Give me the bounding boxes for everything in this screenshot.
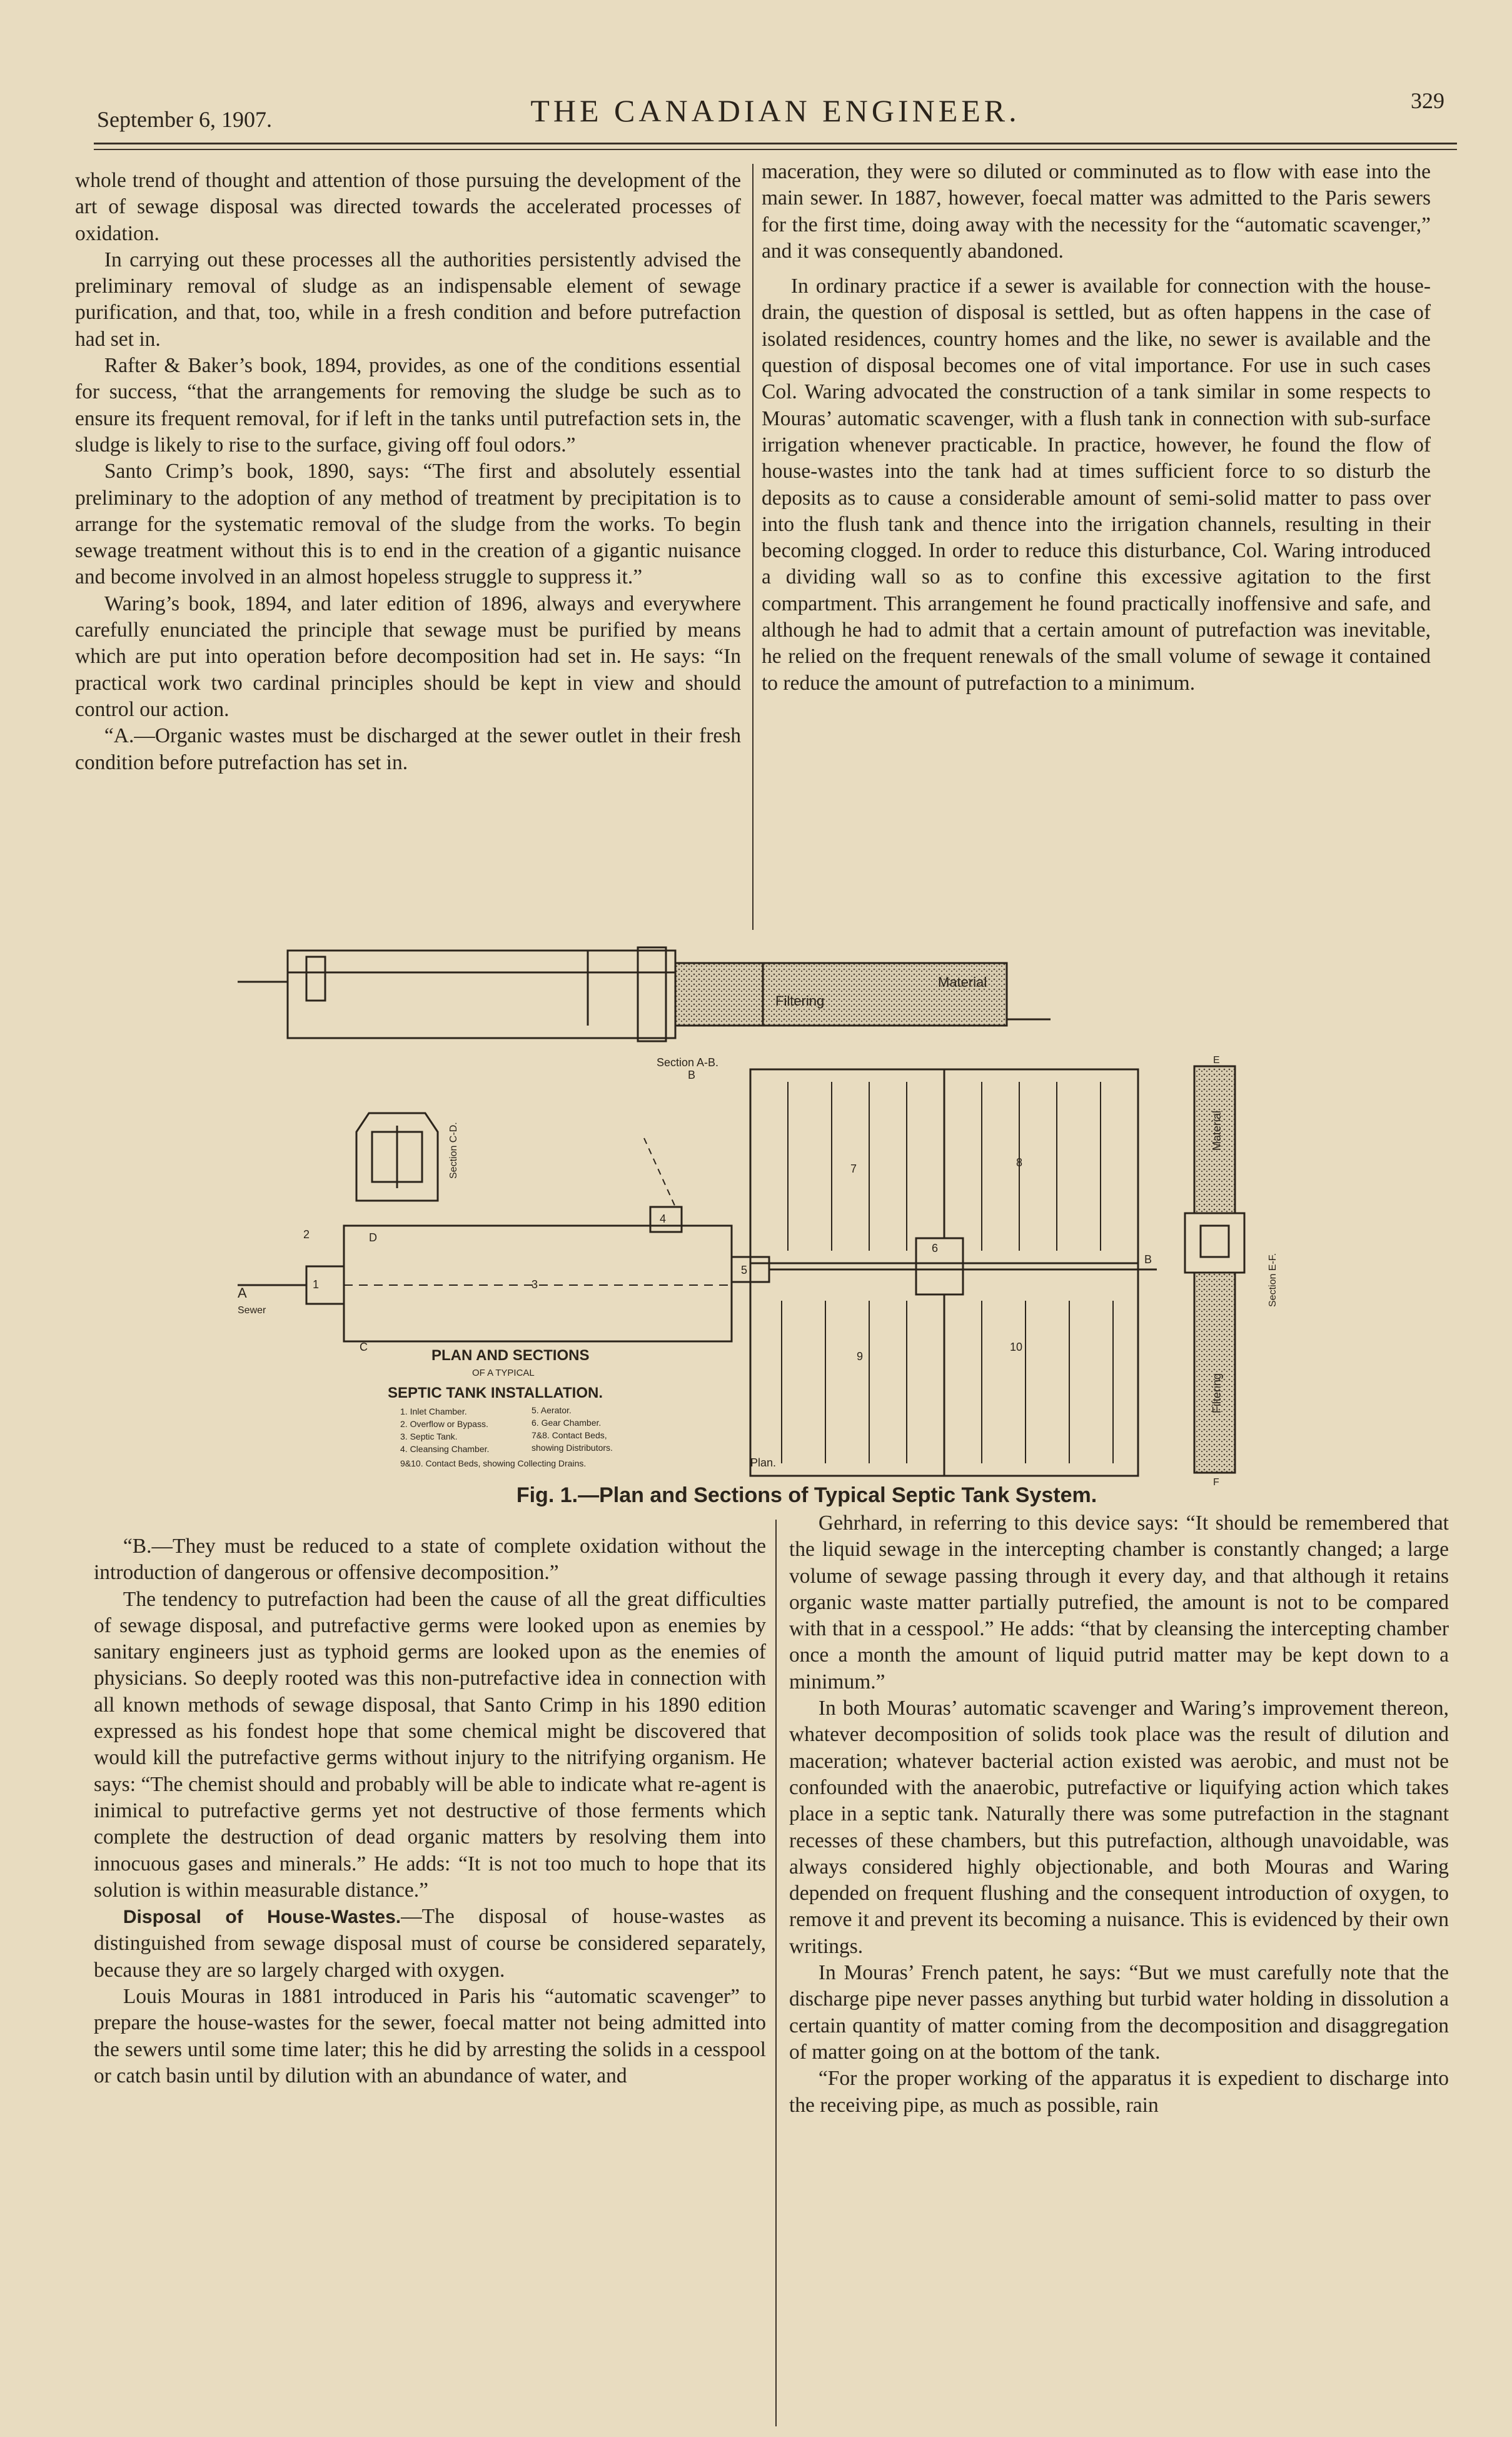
paragraph: In ordinary practice if a sewer is available for connection with the house-drain, the question of disposal is settled, but as often happens in the case of isolated residences, country homes and the like, no sewer is available and the question of disposal becomes one of vital importance. For use in such cases Col. Waring advocated the construction of a tank similar in some respects to Mouras’ automatic scavenger, with a flush tank in connection with sub-surface irrigation whenever practicable. In practice, however, he found the flow of house-wastes into the tank had at times sufficient force to so disturb the deposits as to cause a considerable amount of semi-solid matter to pass over into the flush tank and thence into the irrigation channels, resulting in their becoming clogged. In order to reduce this disturbance, Col. Waring introduced a dividing wall so as to confine this excessive agitation to the first compartment. This arrangement he found practically inoffensive and safe, and although he had to admit that a certain amount of putrefaction was inevitable, he relied on the frequent renewals of the small volume of sewage it contained to reduce the amount of putrefaction to a minimum. [762, 275, 1431, 695]
section-ab-drawing [238, 947, 1051, 1041]
page-number: 329 [1411, 88, 1444, 113]
number-1: 1 [313, 1278, 320, 1291]
paragraph: maceration, they were so diluted or comminuted as to flow with ease into the main sewer. In 1887, however, foecal matter was admitted to the Paris sewers for the first time, doing away with the necessity for the “automatic scavenger,” and it was consequently abandoned. [762, 160, 1431, 263]
legend-item-3: 3. Septic Tank. [400, 1431, 458, 1441]
letter-b-plan: B [1144, 1253, 1152, 1266]
legend-title-3: SEPTIC TANK INSTALLATION. [388, 1385, 603, 1401]
legend-item-9: 9&10. Contact Beds, showing Collecting Drains. [400, 1458, 587, 1468]
letter-c: C [360, 1341, 368, 1353]
filtering-label-ef: Filtering [1211, 1373, 1223, 1413]
paragraph: Gehrhard, in referring to this device says: “It should be remembered that the liquid sewage in the intercepting chamber is constantly changed; a large volume of sewage passing through it every day, and that although it retains organic waste matter partially putrefied, the amount is not to be compared with that in a cesspool.” He adds: “that by cleansing the intercepting chamber once a month the amount of liquid putrid matter may be kept down to a minimum.” [789, 1511, 1449, 1693]
septic-tank-figure [238, 938, 1288, 1488]
journal-title: THE CANADIAN ENGINEER. [530, 93, 1021, 128]
number-9: 9 [857, 1350, 864, 1363]
paragraph: Waring’s book, 1894, and later edition of 1896, always and everywhere carefully enunciated the principle that sewage must be purified by means which are put into operation before decomposition had set in. He says: “In practical work two cardinal principles should be kept in view and should control our action. [75, 592, 741, 721]
plan-label: Plan. [750, 1456, 777, 1469]
filtering-label: Filtering [775, 993, 825, 1009]
paragraph: Rafter & Baker’s book, 1894, provides, as one of the conditions essential for success, “that the arrangements for removing the sludge be such as to ensure its frequent removal, for if left in the tanks until putrefaction sets in, the sludge is likely to rise to the surface, giving off foul odors.” [75, 354, 741, 457]
paragraph: Louis Mouras in 1881 introduced in Paris his “automatic scavenger” to prepare the house-wastes for the sewer, foecal matter not being admitted into the sewers until some time later; this he did by arresting the solids in a cesspool or catch basin until by dilution with an abundance of water, and [94, 1985, 766, 2087]
paragraph: In carrying out these processes all the authorities persistently advised the preliminary removal of sludge as an indispensable element of sewage purification, and that, too, while in a fresh condition and before putrefaction had set in. [75, 248, 741, 351]
sewer-label: Sewer [238, 1305, 266, 1316]
material-label-ef: Material [1211, 1110, 1223, 1151]
subheading-text: —The disposal of house-wastes as distinguished from sewage disposal must of course be considered separately, because they are so largely charged with oxygen. [94, 1905, 767, 1982]
section-cd-label: Section C-D. [448, 1122, 459, 1179]
figure-legend [388, 1347, 613, 1468]
paragraph: “B.—They must be reduced to a state of complete oxidation without the introduction of dangerous or offensive decomposition.” [94, 1535, 766, 1585]
legend-item-8: showing Distributors. [532, 1443, 613, 1453]
distributor-lines [782, 1082, 1113, 1463]
section-ab-label: Section A-B. [657, 1056, 719, 1069]
figure-caption: Fig. 1.—Plan and Sections of Typical Septic Tank System. [516, 1483, 1097, 1507]
legend-item-5: 5. Aerator. [532, 1405, 572, 1415]
page-header [94, 88, 1457, 144]
number-4: 4 [660, 1213, 667, 1225]
paragraph: “For the proper working of the apparatus it is expedient to discharge into the receiving pipe, as much as possible, rain [789, 2067, 1449, 2117]
letter-d: D [369, 1231, 377, 1244]
header-date: September 6, 1907. [97, 107, 272, 132]
letter-f: F [1213, 1477, 1219, 1488]
number-8: 8 [1016, 1156, 1023, 1169]
letter-a: A [238, 1285, 247, 1301]
paragraph: In both Mouras’ automatic scavenger and Waring’s improvement thereon, whatever decomposition of solids took place was the result of dilution and maceration; whatever bacterial action existed was aerobic, and must not be confounded with the anaerobic, putrefactive or liquifying action which takes place in a septic tank. Naturally there was some putrefaction in the stagnant recesses of these chambers, but this putrefaction, although unavoidable, was always considered highly objectionable, and both Mouras and Waring depended on frequent flushing and the consequent introduction of oxygen, to remove it and prevent its becoming a nuisance. This is evidenced by their own writings. [789, 1697, 1449, 1958]
paragraph: whole trend of thought and attention of those pursuing the development of the art of sewage disposal was directed towards the accelerated processes of oxidation. [75, 169, 741, 245]
material-label: Material [938, 974, 987, 990]
section-ef-label: Section E-F. [1268, 1253, 1278, 1307]
bottom-right-column [789, 1510, 1449, 2119]
letter-b-top: B [688, 1069, 696, 1081]
number-10: 10 [1010, 1341, 1023, 1353]
plan-contact-beds [750, 1069, 1138, 1476]
legend-item-1: 1. Inlet Chamber. [400, 1406, 467, 1416]
number-2: 2 [303, 1228, 310, 1241]
paragraph: The tendency to putrefaction had been the cause of all the great difficulties of sewage disposal, and putrefactive germs were looked upon as enemies by sanitary engineers just as typhoid germs are looked upon as the enemies of physicians. So deeply rooted was this non-putrefactive idea in connection with all known methods of sewage disposal, that Santo Crimp in his 1890 edition expressed as his fondest hope that some chemical might be discovered that would kill the putrefactive germs without injury to the nitrifying organism. He says: “The chemist should and probably will be able to indicate what re-agent is inimical to putrefactive germs yet not destructive of those ferments which complete the destruction of dead organic matters by resolving them into innocuous gases and minerals.” He adds: “It is not too much to hope that its solution is within measurable distance.” [94, 1587, 766, 1902]
legend-item-7: 7&8. Contact Beds, [532, 1430, 607, 1440]
legend-item-2: 2. Overflow or Bypass. [400, 1419, 488, 1429]
paragraph: “A.—Organic wastes must be discharged at the sewer outlet in their fresh condition before putrefaction has set in. [75, 724, 741, 774]
bottom-left-column [94, 1533, 766, 2089]
section-cd-drawing [356, 1113, 438, 1201]
column-divider [775, 1520, 777, 2426]
top-left-column [75, 168, 741, 776]
column-divider [752, 164, 753, 930]
number-3: 3 [532, 1278, 538, 1291]
header-rule [94, 143, 1457, 144]
number-7: 7 [850, 1163, 857, 1175]
legend-title-2: OF A TYPICAL [472, 1368, 535, 1378]
number-5: 5 [741, 1264, 748, 1276]
legend-item-4: 4. Cleansing Chamber. [400, 1444, 490, 1454]
paragraph-house-wastes [94, 1904, 766, 1984]
number-6: 6 [932, 1242, 939, 1254]
legend-title-1: PLAN AND SECTIONS [431, 1347, 590, 1364]
legend-item-6: 6. Gear Chamber. [532, 1418, 602, 1428]
paragraph: Santo Crimp’s book, 1890, says: “The first and absolutely essential preliminary to the adoption of any method of treatment by precipitation is to arrange for the systematic removal of the sludge from the works. To begin sewage treatment without this is to end in the creation of a gigantic nuisance and become involved in an almost hopeless struggle to suppress it.” [75, 460, 741, 589]
header-rule-thin [94, 149, 1457, 150]
letter-e: E [1213, 1055, 1220, 1066]
subheading: Disposal of House-Wastes. [123, 1907, 401, 1928]
top-right-column [762, 159, 1431, 697]
paragraph: In Mouras’ French patent, he says: “But we must carefully note that the discharge pipe never passes anything but turbid water holding in dissolution a certain quantity of matter coming from the decomposition and disaggregation of matter going on at the bottom of the tank. [789, 1961, 1449, 2064]
